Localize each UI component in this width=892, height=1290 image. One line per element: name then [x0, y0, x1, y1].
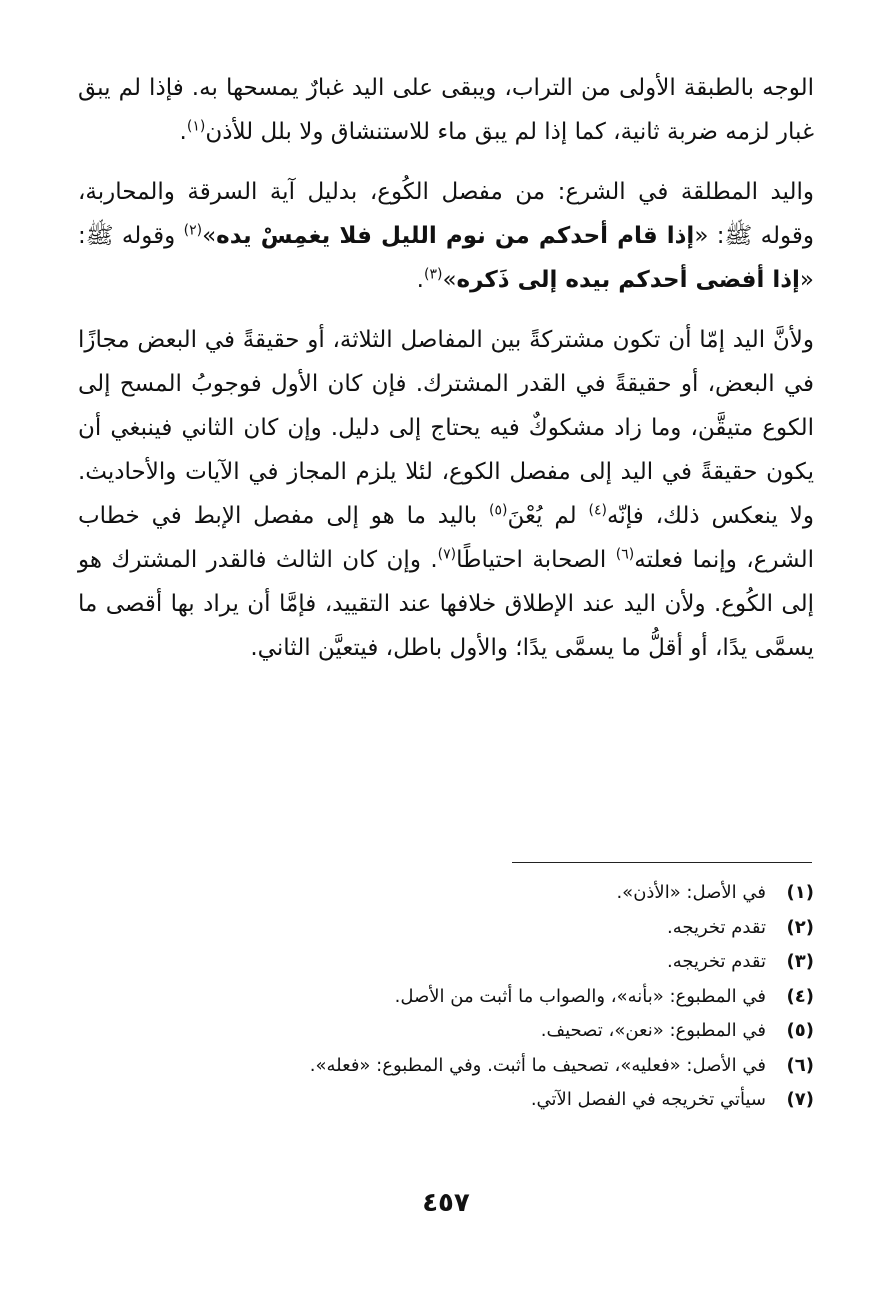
paragraph-1-text: الوجه بالطبقة الأولى من التراب، ويبقى على اليد غبارٌ يمسحها به. فإذا لم يبق غبار لزمه ضربة ثانية، كما إذا لم يبق ماء للاستنشاق ولا بلل للأذن	[78, 75, 814, 145]
paragraph-2-text-b: »	[202, 223, 217, 249]
footnote-text: في المطبوع: «نعن»، تصحيف.	[540, 1020, 766, 1041]
footnote-3	[194, 945, 814, 980]
paragraph-3-text-c: باليد ما هو إلى مفصل الإبط في خطاب الشرع، وإنما فعلته	[78, 503, 814, 573]
footnote-2	[194, 911, 814, 946]
footnote-ref-2[interactable]: (٢)	[183, 222, 203, 239]
hadith-quote-1: إذا قام أحدكم من نوم الليل فلا يغمِسْ يده	[216, 223, 695, 249]
footnotes-list	[194, 876, 814, 1118]
hadith-quote-2: إذا أفضى أحدكم بيده إلى ذَكره	[456, 267, 800, 293]
paragraph-3-text-a: ولأنَّ اليد إمّا أن تكون مشتركةً بين المفاصل الثلاثة، أو حقيقةً في البعض مجازًا في البعض، أو حقيقةً في القدر المشترك. فإن كان الأول فوجوبُ المسح إلى الكوع متيقَّن، وما زاد مشكوكٌ فيه يحتاج إلى دليل. وإن كان الثاني فينبغي أن يكون حقيقةً في اليد إلى مفصل الكوع، لئلا يلزم المجاز في الآيات والأحاديث. ولا ينعكس ذلك، فإنّه	[78, 327, 815, 529]
paragraph-3	[78, 318, 814, 670]
paragraph-1-end: .	[179, 119, 187, 145]
paragraph-3-text-b: لم يُعْنَ	[507, 503, 589, 529]
footnote-number: (٦)	[786, 1054, 814, 1076]
footnote-number: (٢)	[786, 916, 814, 938]
footnote-text: تقدم تخريجه.	[667, 916, 766, 938]
footnote-text: في المطبوع: «بأنه»، والصواب ما أثبت من الأصل.	[394, 985, 766, 1007]
paragraph-2	[78, 170, 814, 302]
footnote-text: في الأصل: «فعليه»، تصحيف ما أثبت. وفي المطبوع: «فعله».	[309, 1054, 766, 1076]
paragraph-2-text-c: وقوله ﷺ: «	[78, 223, 814, 293]
paragraph-2-text-d: »	[442, 267, 457, 293]
footnote-number: (٥)	[786, 1020, 814, 1041]
footnote-ref-7[interactable]: (٧)	[437, 546, 457, 563]
footnote-ref-6[interactable]: (٦)	[615, 546, 635, 563]
footnote-number: (١)	[786, 882, 814, 903]
paragraph-3-text-e: . وإن كان الثالث فالقدر المشترك هو إلى الكُوع. ولأن اليد عند الإطلاق خلافها عند التقييد، فإمَّا أن يراد بها أقصى ما يسمَّى يدًا، أو أقلُّ ما يسمَّى يدًا؛ والأول باطل، فيتعيَّن الثاني.	[78, 547, 814, 661]
page-number: ٤٥٧	[422, 1188, 470, 1218]
paragraph-2-text-a: واليد المطلقة في الشرع: من مفصل الكُوع، بدليل آية السرقة والمحاربة، وقوله ﷺ: «	[78, 179, 814, 249]
footnote-text: في الأصل: «الأذن».	[616, 882, 766, 903]
footnote-4	[194, 980, 814, 1015]
paragraph-2-end: .	[416, 267, 424, 293]
footnote-number: (٤)	[786, 985, 814, 1007]
footnote-ref-3[interactable]: (٣)	[423, 266, 443, 283]
paragraph-3-text-d: الصحابة احتياطًا	[456, 547, 616, 573]
footnote-6	[194, 1049, 814, 1084]
footnote-ref-1[interactable]: (١)	[186, 118, 206, 135]
footnote-ref-4[interactable]: (٤)	[588, 502, 607, 519]
footnote-7	[194, 1083, 814, 1118]
paragraph-1	[78, 66, 814, 154]
footnote-1	[194, 876, 814, 911]
footnote-5	[194, 1014, 814, 1049]
footnote-separator	[512, 862, 812, 863]
footnote-text: سيأتي تخريجه في الفصل الآتي.	[530, 1089, 766, 1110]
footnote-text: تقدم تخريجه.	[667, 951, 766, 972]
footnote-ref-5[interactable]: (٥)	[489, 502, 508, 519]
footnote-number: (٣)	[786, 951, 814, 972]
footnote-number: (٧)	[786, 1089, 814, 1110]
main-text	[78, 66, 814, 670]
